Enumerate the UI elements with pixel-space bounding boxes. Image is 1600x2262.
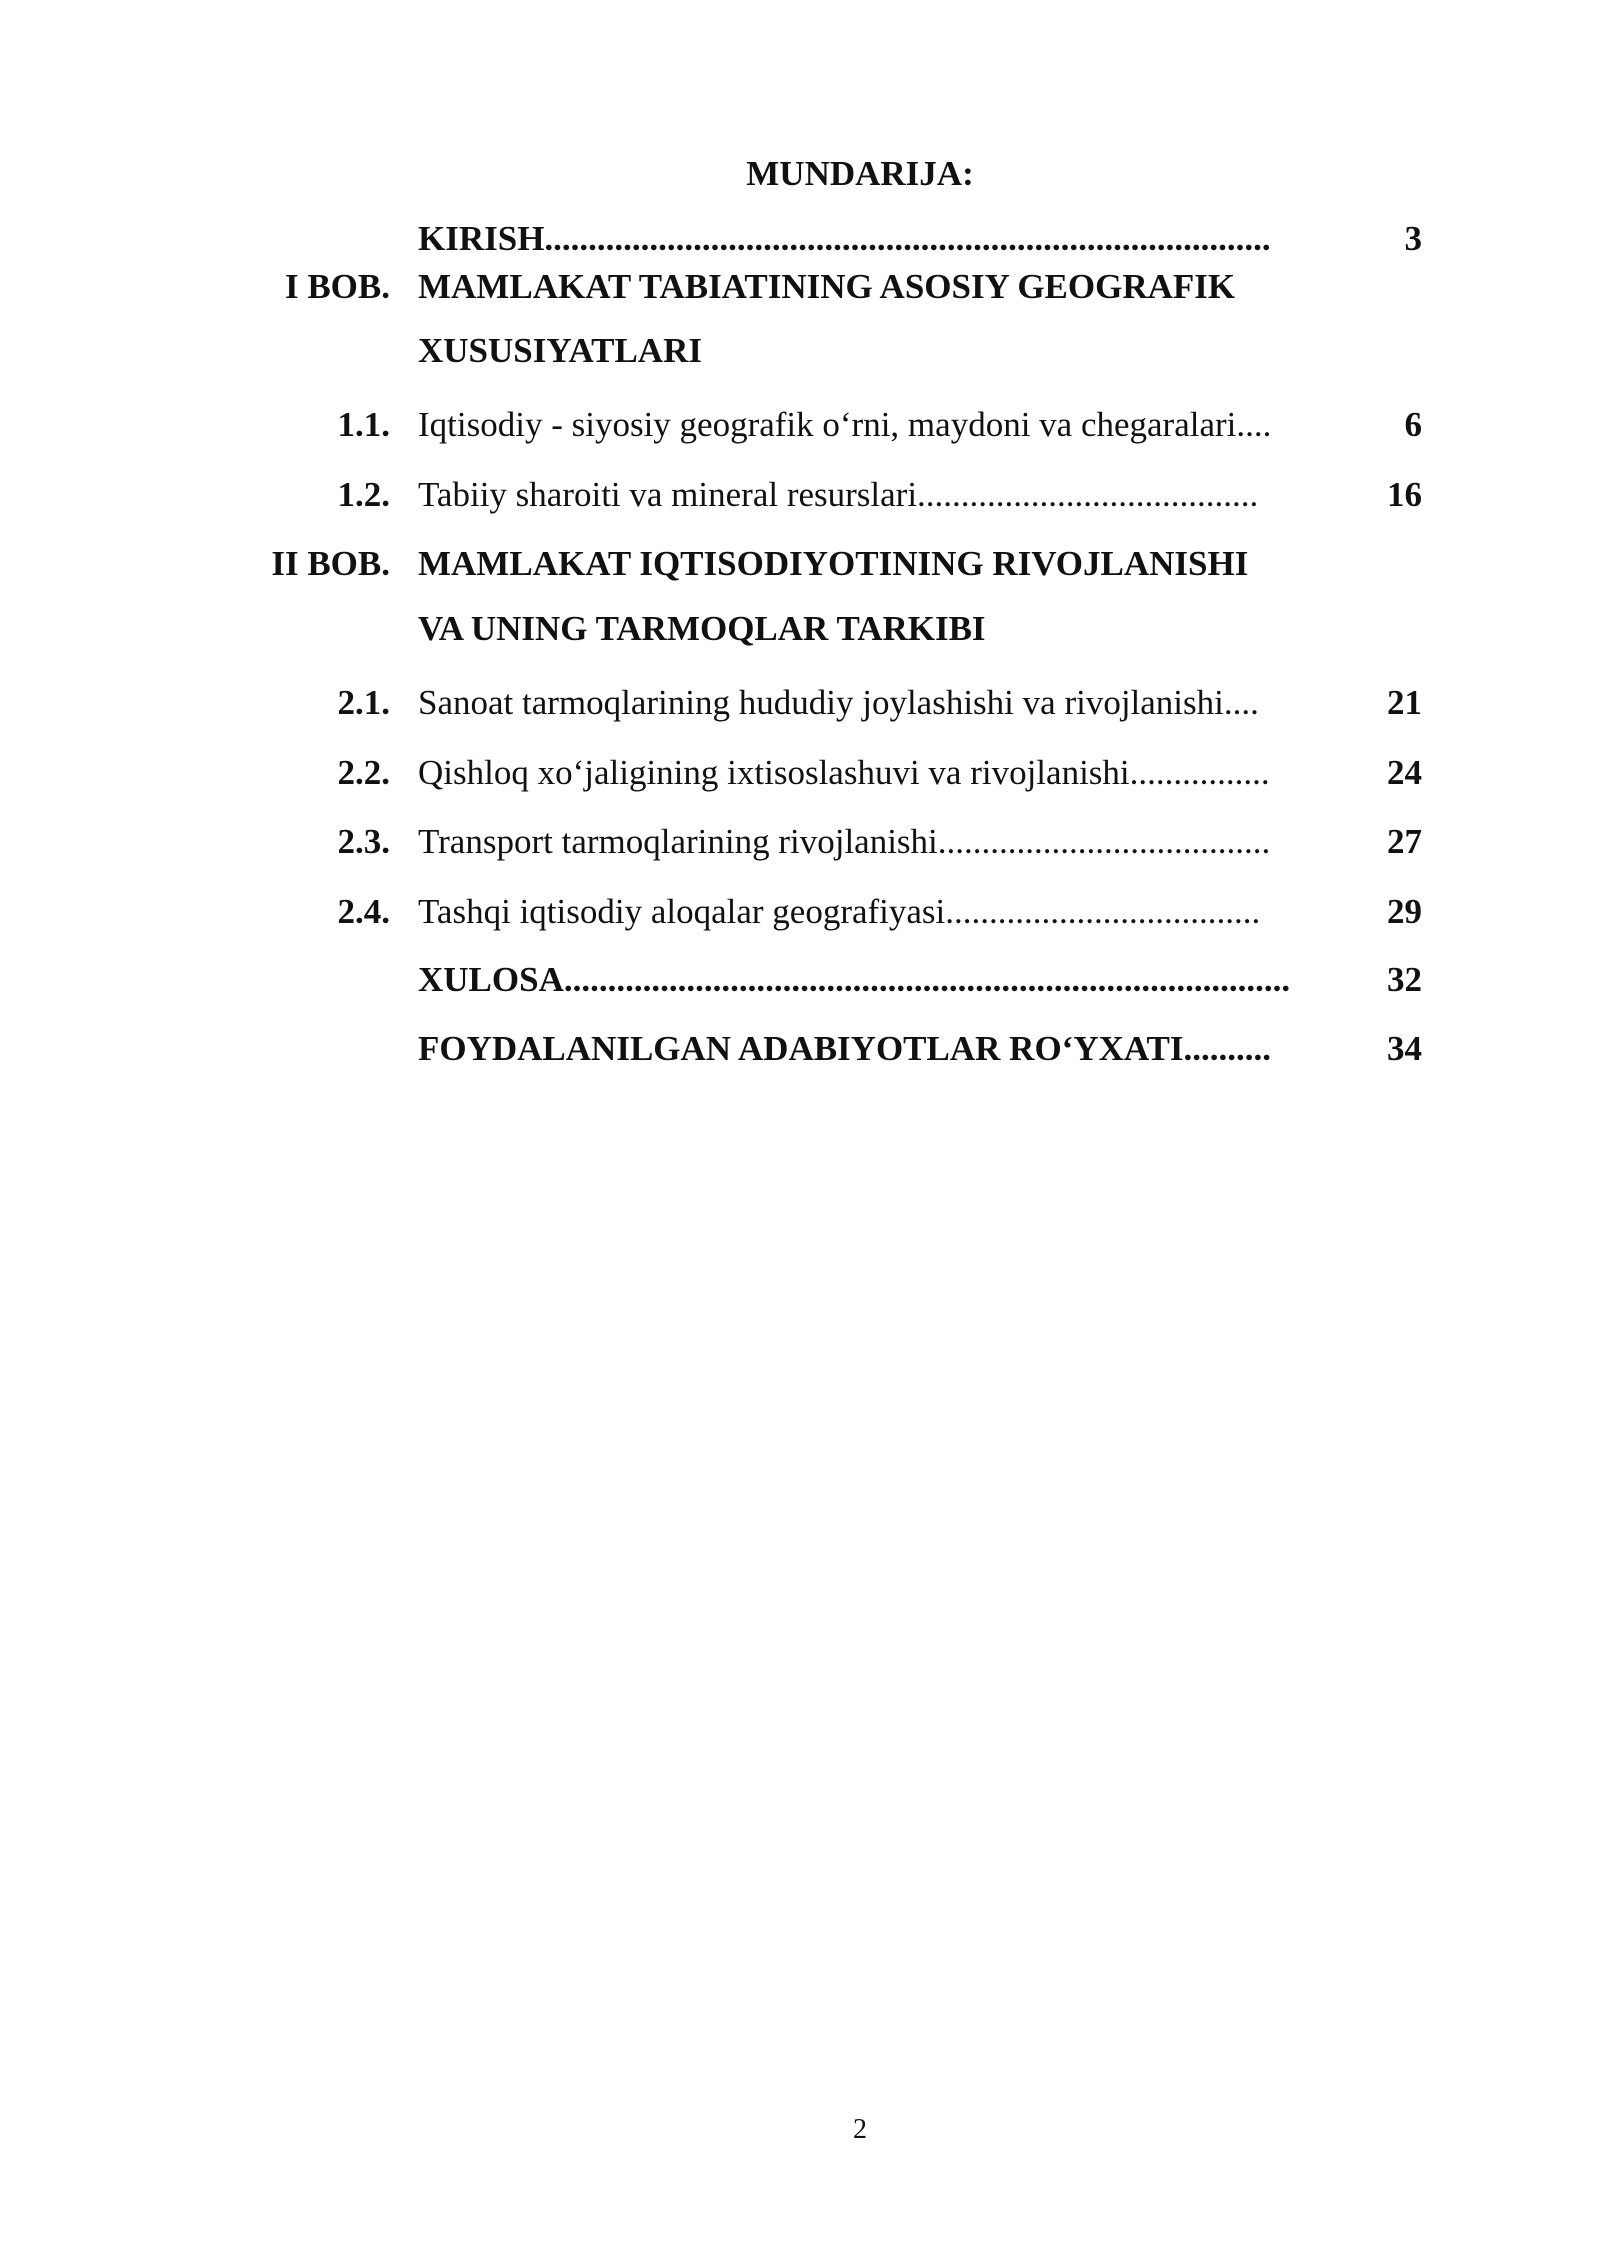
toc-entry-title: Qishloq xo‘jaligining ixtisoslashuvi va rivojlanishi................ xyxy=(418,753,1270,792)
toc-entry-page: 29 xyxy=(1387,892,1422,931)
toc-entry-title: Tabiiy sharoiti va mineral resurslari....................................... xyxy=(418,475,1259,514)
toc-entry-title: Sanoat tarmoqlarining hududiy joylashishi va rivojlanishi.... xyxy=(418,683,1259,722)
toc-entry-title: XULOSA................................................................................... xyxy=(418,960,1291,999)
toc-entry-chapter-1-cont xyxy=(0,326,1600,376)
toc-entry-2-4 xyxy=(0,887,1600,937)
toc-entry-title: Iqtisodiy - siyosiy geografik o‘rni, maydoni va chegaralari.... xyxy=(418,405,1272,444)
page-number: 2 xyxy=(853,2114,867,2145)
toc-entry-page: 24 xyxy=(1387,753,1422,792)
toc-entry-number: 2.2. xyxy=(337,753,390,792)
toc-entry-number: 2.4. xyxy=(337,892,390,931)
toc-entry-title: MAMLAKAT TABIATINING ASOSIY GEOGRAFIK xyxy=(418,267,1236,306)
toc-entry-page: 6 xyxy=(1404,405,1422,444)
toc-entry-number: 2.3. xyxy=(337,822,390,861)
toc-entry-title: Tashqi iqtisodiy aloqalar geografiyasi.................................... xyxy=(418,892,1261,931)
toc-entry-2-3 xyxy=(0,817,1600,867)
toc-entry-number: 2.1. xyxy=(337,683,390,722)
toc-entry-page: 27 xyxy=(1387,822,1422,861)
toc-entry-page: 16 xyxy=(1387,475,1422,514)
toc-entry-1-2 xyxy=(0,470,1600,520)
toc-entry-number: 1.2. xyxy=(337,475,390,514)
toc-entry-title: XUSUSIYATLARI xyxy=(418,331,702,370)
toc-entry-page: 32 xyxy=(1387,960,1422,999)
toc-entry-xulosa xyxy=(0,955,1600,1005)
toc-entry-2-2 xyxy=(0,748,1600,798)
toc-entry-page: 34 xyxy=(1387,1029,1422,1068)
toc-entry-2-1 xyxy=(0,678,1600,728)
toc-entry-title: KIRISH................................................................................... xyxy=(418,219,1271,258)
toc-entry-title: VA UNING TARMOQLAR TARKIBI xyxy=(418,609,986,648)
toc-entry-chapter-2-cont xyxy=(0,604,1600,654)
toc-entry-page: 21 xyxy=(1387,683,1422,722)
toc-entry-number: 1.1. xyxy=(337,405,390,444)
toc-entry-chapter-1 xyxy=(0,262,1600,312)
toc-entry-references xyxy=(0,1024,1600,1074)
toc-entry-title: FOYDALANILGAN ADABIYOTLAR RO‘YXATI.......... xyxy=(418,1029,1272,1068)
toc-entry-page: 3 xyxy=(1404,219,1422,258)
toc-entry-kirish xyxy=(0,214,1600,264)
toc-entry-number: II BOB. xyxy=(271,544,390,583)
page-title: MUNDARIJA: xyxy=(746,154,974,193)
toc-entry-title: Transport tarmoqlarining rivojlanishi...................................... xyxy=(418,822,1271,861)
toc-entry-chapter-2 xyxy=(0,539,1600,589)
toc-entry-number: I BOB. xyxy=(284,267,390,306)
toc-entry-1-1 xyxy=(0,400,1600,450)
toc-entry-title: MAMLAKAT IQTISODIYOTINING RIVOJLANISHI xyxy=(418,544,1249,583)
